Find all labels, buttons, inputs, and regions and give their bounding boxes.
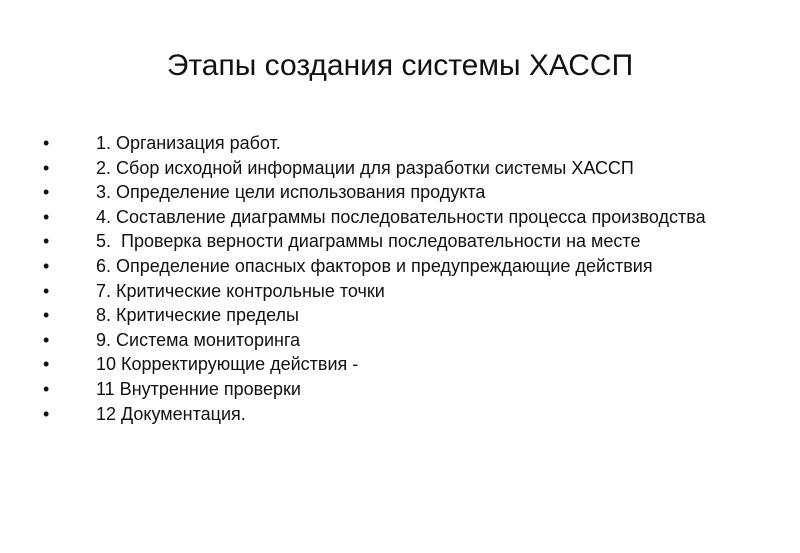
list-item <box>0 379 800 399</box>
list-item-text: 12 Документация. <box>96 403 246 424</box>
bullet-icon: • <box>43 231 50 252</box>
bullet-icon: • <box>43 157 50 178</box>
list-item <box>0 256 800 276</box>
list-item <box>0 182 800 202</box>
list-item-text: 2. Сбор исходной информации для разработки системы ХАССП <box>96 157 634 178</box>
list-item-text: 11 Внутренние проверки <box>96 378 301 399</box>
list-item <box>0 354 800 374</box>
list-item <box>0 133 800 153</box>
list-item <box>0 281 800 301</box>
list-item-text: 5. Проверка верности диаграммы последовательности на месте <box>96 231 641 252</box>
list-item-text: 9. Система мониторинга <box>96 329 301 350</box>
bullet-icon: • <box>43 378 50 399</box>
bullet-icon: • <box>43 280 50 301</box>
bullet-icon: • <box>43 255 50 276</box>
list-item <box>0 305 800 325</box>
list-item-text: 8. Критические пределы <box>96 305 299 326</box>
list-item <box>0 330 800 350</box>
list-item-text: 3. Определение цели использования продукта <box>96 182 486 203</box>
bullet-icon: • <box>43 403 50 424</box>
steps-list <box>0 133 800 428</box>
list-item-text: 1. Организация работ. <box>96 133 281 153</box>
list-item-text: 4. Составление диаграммы последовательности процесса производства <box>96 206 706 227</box>
list-item <box>0 158 800 178</box>
list-item <box>0 404 800 424</box>
slide-title: Этапы создания системы ХАССП <box>166 49 634 82</box>
list-item <box>0 207 800 227</box>
list-item <box>0 231 800 251</box>
list-item-text: 7. Критические контрольные точки <box>96 280 385 301</box>
bullet-icon: • <box>43 354 50 375</box>
list-item-text: 10 Корректирующие действия - <box>96 354 359 375</box>
bullet-icon: • <box>43 206 50 227</box>
bullet-icon: • <box>43 182 50 203</box>
bullet-icon: • <box>43 329 50 350</box>
bullet-icon: • <box>43 133 50 153</box>
bullet-icon: • <box>43 305 50 326</box>
list-item-text: 6. Определение опасных факторов и предупреждающие действия <box>96 255 653 276</box>
